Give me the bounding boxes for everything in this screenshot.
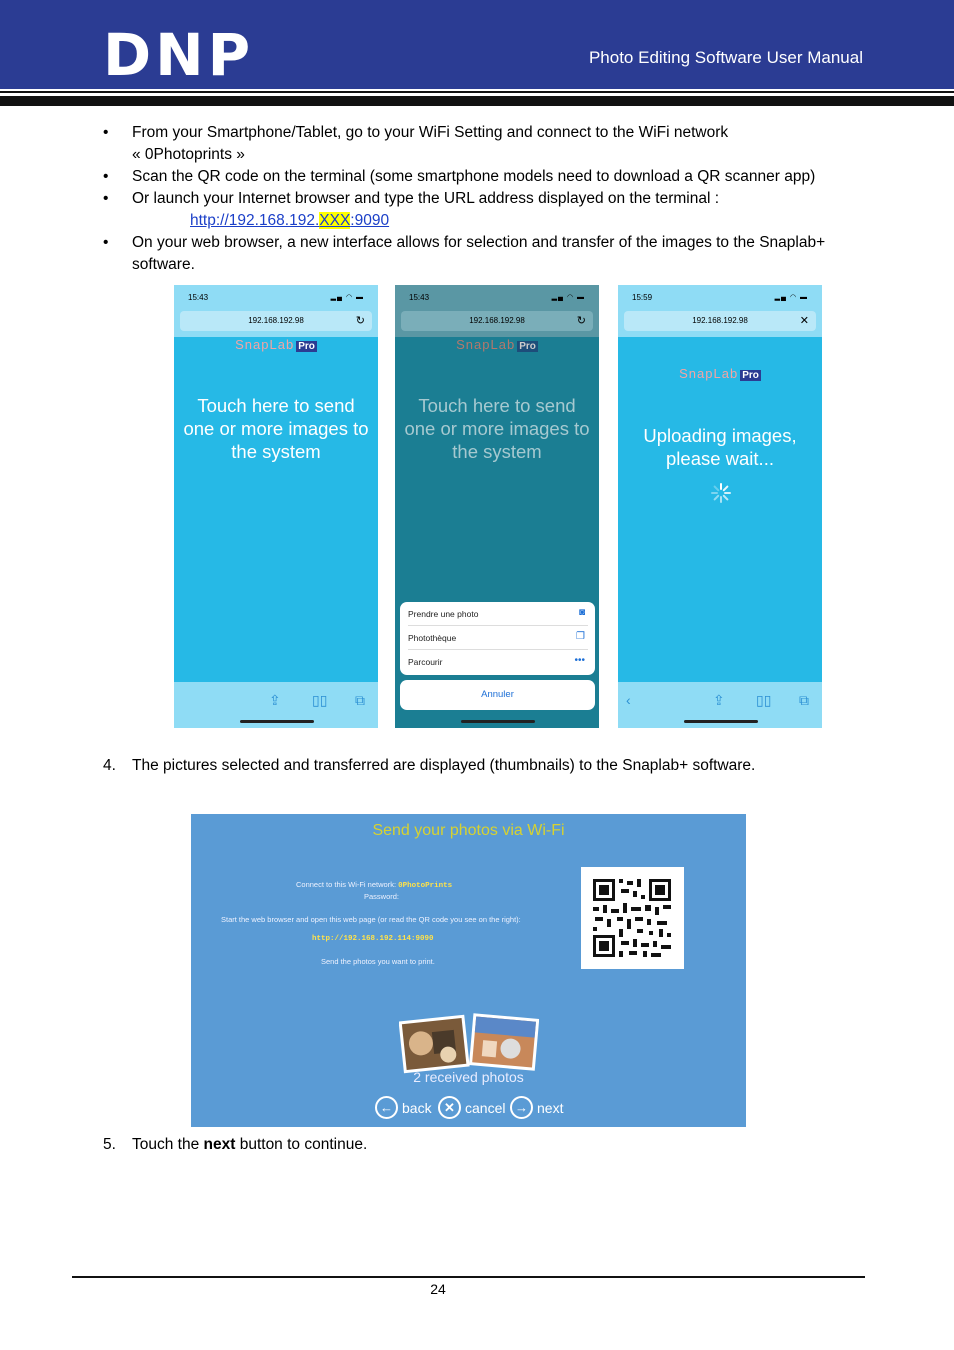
more-icon: ••• xyxy=(574,655,585,666)
photo-library-icon: ❐ xyxy=(576,631,585,642)
browse-option[interactable]: Parcourir xyxy=(408,657,443,667)
reload-icon[interactable]: ↻ xyxy=(576,315,586,327)
back-button[interactable]: ← back xyxy=(375,1096,432,1119)
home-indicator xyxy=(461,720,535,723)
bullet-interface-text: On your web browser, a new interface allows for selection and transfer of the images to the Snaplab+ xyxy=(132,234,826,251)
share-icon[interactable]: ⇪ xyxy=(713,692,725,708)
status-bar xyxy=(174,285,378,309)
phone-screenshot-touch xyxy=(174,285,378,728)
phone-screenshot-picker xyxy=(395,285,599,728)
terminal-url[interactable] xyxy=(190,210,389,232)
touch-to-send-area: Touch here to send one or more images to the system xyxy=(404,395,590,462)
cancel-x-icon: ✕ xyxy=(438,1096,461,1119)
signal-wifi-battery-icon: ▂▄ ◠ ▬ xyxy=(774,294,808,301)
address-bar[interactable] xyxy=(624,311,816,331)
step-5-text: Touch the next button to continue. xyxy=(132,1136,368,1153)
step-number: 4. xyxy=(103,757,116,774)
header-rule-thin xyxy=(0,91,954,93)
bullet-marker: • xyxy=(103,124,109,141)
dnp-logo: DNP xyxy=(103,21,255,89)
address-bar[interactable] xyxy=(180,311,372,331)
wifi-network-name: 0PhotoPrints xyxy=(398,882,453,890)
status-bar xyxy=(618,285,822,309)
wifi-screen-title: Send your photos via Wi-Fi xyxy=(372,822,565,839)
stop-loading-icon[interactable]: ✕ xyxy=(799,315,809,327)
bullet-marker: • xyxy=(103,190,109,207)
status-bar xyxy=(395,285,599,309)
photo-library-option[interactable]: Photothèque xyxy=(408,633,457,643)
action-sheet xyxy=(400,602,595,675)
bullet-wifi-network: « 0Photoprints » xyxy=(132,146,245,163)
camera-icon: ◙ xyxy=(578,607,585,618)
snaplab-logo: SnapLab Pro xyxy=(235,337,315,352)
bullet-browser-text: Or launch your Internet browser and type the URL address displayed on the terminal : xyxy=(132,190,720,207)
reload-icon[interactable]: ↻ xyxy=(355,315,365,327)
received-photos-count: 2 received photos xyxy=(413,1069,524,1085)
address-bar[interactable] xyxy=(401,311,593,331)
header-rule-thick xyxy=(0,96,954,106)
address-text: 192.168.192.98 xyxy=(469,316,525,325)
wifi-password-line: Password: xyxy=(364,892,400,901)
back-icon[interactable]: ‹ xyxy=(626,692,631,708)
take-photo-option[interactable]: Prendre une photo xyxy=(408,609,479,619)
next-button[interactable]: → next xyxy=(510,1096,563,1119)
terminal-url-link[interactable]: http://192.168.192.XXX:9090 xyxy=(190,212,390,229)
bookmarks-icon[interactable]: ▯▯ xyxy=(756,692,772,708)
footer-rule xyxy=(72,1276,865,1278)
wifi-send-line: Send the photos you want to print. xyxy=(321,957,435,966)
loading-spinner-icon xyxy=(710,482,732,504)
snaplab-logo: SnapLab Pro xyxy=(456,337,536,352)
manual-title: Photo Editing Software User Manual xyxy=(588,48,863,67)
wifi-instructions: Start the web browser and open this web page (or read the QR code you see on the right): xyxy=(221,915,521,924)
cancel-button[interactable]: ✕ cancel xyxy=(438,1096,505,1119)
browser-toolbar xyxy=(174,682,378,728)
touch-to-send-area[interactable]: Touch here to send one or more images to the system xyxy=(183,395,369,462)
divider xyxy=(408,625,588,626)
tabs-icon[interactable]: ⧉ xyxy=(355,692,365,708)
tabs-icon[interactable]: ⧉ xyxy=(799,692,809,708)
back-arrow-icon: ← xyxy=(375,1096,398,1119)
page-number: 24 xyxy=(430,1281,446,1297)
status-time: 15:43 xyxy=(188,293,209,302)
home-indicator xyxy=(684,720,758,723)
qr-code-icon xyxy=(581,867,684,969)
next-keyword: next xyxy=(203,1136,236,1153)
wifi-url: http://192.168.192.114:9090 xyxy=(312,935,434,943)
bullet-marker: • xyxy=(103,234,109,251)
signal-wifi-battery-icon: ▂▄ ◠ ▬ xyxy=(330,294,364,301)
uploading-message: Uploading images, please wait... xyxy=(643,425,797,469)
bullet-interface-text-2: software. xyxy=(132,256,195,273)
bullet-wifi-text: From your Smartphone/Tablet, go to your WiFi Setting and connect to the WiFi network xyxy=(132,124,729,141)
address-text: 192.168.192.98 xyxy=(692,316,748,325)
home-indicator xyxy=(240,720,314,723)
signal-wifi-battery-icon: ▂▄ ◠ ▬ xyxy=(551,294,585,301)
share-icon[interactable]: ⇪ xyxy=(269,692,281,708)
page-header xyxy=(0,0,954,89)
status-time: 15:59 xyxy=(632,293,653,302)
browser-toolbar xyxy=(618,682,822,728)
bullet-marker: • xyxy=(103,168,109,185)
snaplab-wifi-screen xyxy=(191,814,746,1127)
step-4-text: The pictures selected and transferred are displayed (thumbnails) to the Snaplab+ software. xyxy=(132,757,756,774)
snaplab-logo: SnapLab Pro xyxy=(679,366,759,381)
phone-screenshot-uploading xyxy=(618,285,822,728)
wifi-network-line: Connect to this Wi-Fi network: 0PhotoPrints xyxy=(296,880,453,890)
divider xyxy=(408,649,588,650)
step-number: 5. xyxy=(103,1136,116,1153)
bullet-qr-text: Scan the QR code on the terminal (some smartphone models need to download a QR scanner app) xyxy=(132,168,816,185)
status-time: 15:43 xyxy=(409,293,430,302)
next-arrow-icon: → xyxy=(510,1096,533,1119)
cancel-sheet-button[interactable]: Annuler xyxy=(400,680,595,710)
address-text: 192.168.192.98 xyxy=(248,316,304,325)
bookmarks-icon[interactable]: ▯▯ xyxy=(312,692,328,708)
url-highlight: XXX xyxy=(319,212,351,229)
received-photo-thumbnails xyxy=(399,1012,539,1074)
